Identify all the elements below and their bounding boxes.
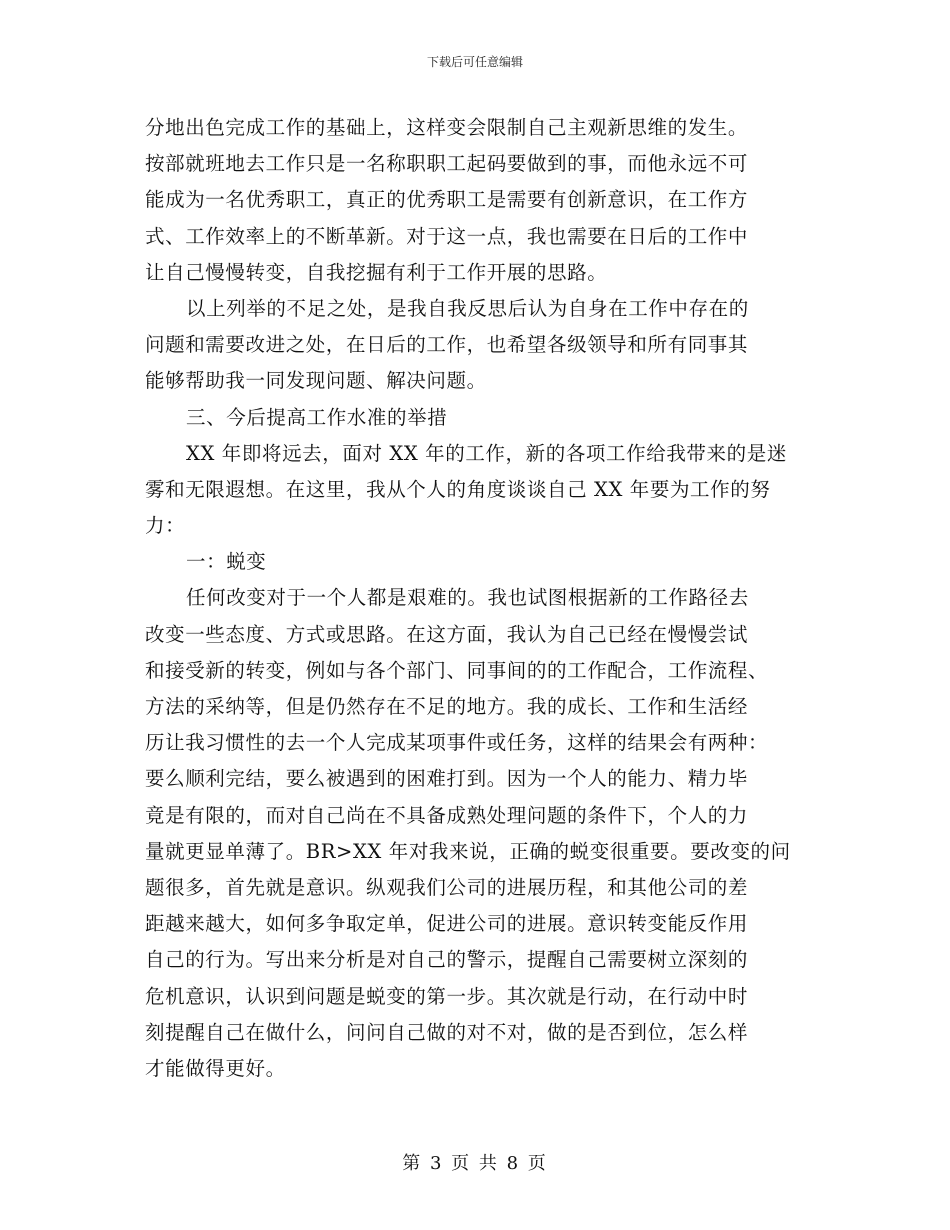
text-line: 让自己慢慢转变，自我挖掘有利于工作开展的思路。 [145, 260, 608, 284]
text-line: 要么顺利完结，要么被遇到的困难打到。因为一个人的能力、精力毕 [145, 767, 749, 791]
text-line: 自己的行为。写出来分析是对自己的警示，提醒自己需要树立深刻的 [145, 948, 749, 972]
text-line: 能够帮助我一同发现问题、解决问题。 [145, 369, 487, 393]
page-number: 第 3 页 共 8 页 [402, 1153, 548, 1174]
text-line: 雾和无限遐想。在这里，我从个人的角度谈谈自己 XX 年要为工作的努 [145, 477, 771, 501]
section-heading: 三、今后提高工作水准的举措 [186, 405, 448, 429]
text-line: 刻提醒自己在做什么，问问自己做的对不对，做的是否到位，怎么样 [145, 1020, 749, 1044]
text-line: 问题和需要改进之处，在日后的工作，也希望各级领导和所有同事其 [145, 333, 749, 357]
text-line: 距越来越大，如何多争取定单，促进公司的进展。意识转变能反作用 [145, 912, 749, 936]
paragraph-start-line: 任何改变对于一个人都是艰难的。我也试图根据新的工作路径去 [186, 586, 749, 610]
page-header: 下载后可任意编辑 [426, 55, 523, 69]
text-line: 方法的采纳等，但是仍然存在不足的地方。我的成长、工作和生活经 [145, 695, 749, 718]
paragraph-start-line: 以上列举的不足之处，是我自我反思后认为自身在工作中存在的 [186, 296, 749, 320]
text-line: 量就更显单薄了。BR>XX 年对我来说，正确的蜕变很重要。要改变的问 [145, 839, 791, 863]
text-line: 改变一些态度、方式或思路。在这方面，我认为自己已经在慢慢尝试 [145, 622, 749, 646]
text-line: 分地出色完成工作的基础上，这样变会限制自己主观新思维的发生。 [145, 116, 749, 139]
text-line: 才能做得更好。 [145, 1056, 286, 1080]
text-line: 题很多，首先就是意识。纵观我们公司的进展历程，和其他公司的差 [145, 875, 749, 899]
text-line: 竟是有限的，而对自己尚在不具备成熟处理问题的条件下，个人的力 [145, 803, 749, 827]
document-body [145, 110, 815, 1087]
text-line: 能成为一名优秀职工，真正的优秀职工是需要有创新意识，在工作方 [145, 188, 749, 212]
text-line: 按部就班地去工作只是一名称职职工起码要做到的事，而他永远不可 [145, 152, 749, 176]
subsection-heading: 一：蜕变 [186, 550, 267, 574]
paragraph-start-line: XX 年即将远去，面对 XX 年的工作，新的各项工作给我带来的是迷 [186, 441, 787, 465]
text-line: 式、工作效率上的不断革新。对于这一点，我也需要在日后的工作中 [145, 224, 749, 248]
text-line: 历让我习惯性的去一个人完成某项事件或任务，这样的结果会有两种： [145, 731, 769, 755]
text-line: 和接受新的转变，例如与各个部门、同事间的的工作配合，工作流程、 [145, 658, 769, 682]
text-line: 力： [145, 514, 186, 538]
text-line: 危机意识，认识到问题是蜕变的第一步。其次就是行动，在行动中时 [145, 984, 749, 1008]
